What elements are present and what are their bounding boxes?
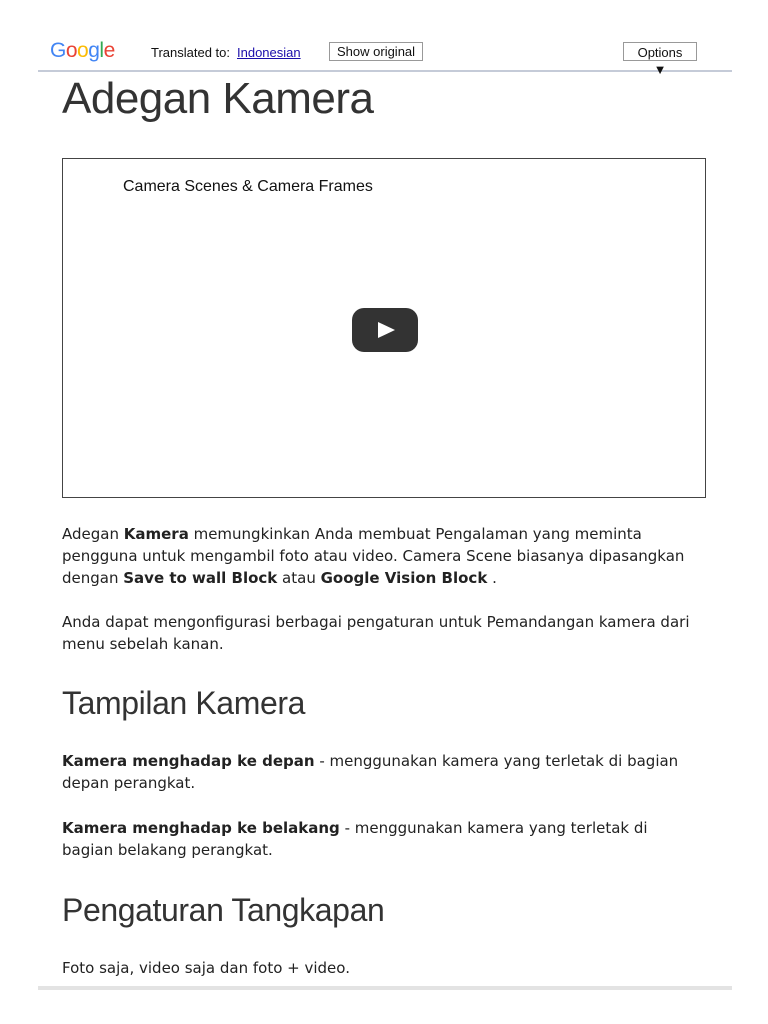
options-button[interactable]: Options ▼ (623, 42, 697, 61)
intro-bold: Save to wall Block (123, 569, 278, 587)
config-paragraph: Anda dapat mengonfigurasi berbagai pengaturan untuk Pemandangan kamera dari menu sebelah kanan. (62, 613, 690, 653)
intro-paragraph (62, 523, 702, 589)
logo-letter: o (65, 39, 78, 62)
page-bottom-divider (38, 986, 732, 990)
play-icon (378, 322, 395, 338)
translated-to-label: Translated to: (151, 45, 231, 60)
language-link[interactable]: Indonesian (237, 45, 301, 60)
video-player[interactable] (62, 158, 706, 498)
show-original-button[interactable]: Show original (329, 42, 423, 61)
logo-letter: G (50, 39, 66, 62)
translate-bar (38, 36, 732, 77)
intro-bold: Kamera (123, 525, 189, 543)
capture-paragraph: Foto saja, video saja dan foto + video. (62, 959, 350, 977)
front-camera-bold: Kamera menghadap ke depan (62, 752, 315, 770)
back-camera-bold: Kamera menghadap ke belakang (62, 819, 340, 837)
logo-letter: g (88, 39, 100, 62)
back-camera-paragraph (62, 817, 702, 861)
section-heading-tampilan: Tampilan Kamera (62, 685, 306, 721)
front-camera-text: - menggunakan kamera yang terletak di bagian depan perangkat. (62, 752, 679, 792)
logo-letter: e (103, 39, 115, 62)
video-title[interactable]: Camera Scenes & Camera Frames (123, 178, 373, 195)
front-camera-paragraph (62, 750, 702, 794)
intro-text: Adegan (62, 525, 124, 543)
logo-letter: o (77, 39, 89, 62)
section-heading-pengaturan: Pengaturan Tangkapan (62, 892, 385, 928)
page-title: Adegan Kamera (62, 74, 374, 123)
back-camera-text: - menggunakan kamera yang terletak di bagian belakang perangkat. (62, 819, 648, 859)
google-logo[interactable] (50, 39, 115, 63)
intro-text: atau (277, 569, 321, 587)
logo-letter: l (99, 39, 104, 62)
article (62, 70, 712, 977)
play-button[interactable] (352, 308, 418, 352)
intro-text: . (487, 569, 497, 587)
intro-text: memungkinkan Anda membuat Pengalaman yang meminta pengguna untuk mengambil foto atau video. Camera Scene biasanya dipasangkan dengan (62, 525, 685, 587)
intro-bold: Google Vision Block (320, 569, 488, 587)
